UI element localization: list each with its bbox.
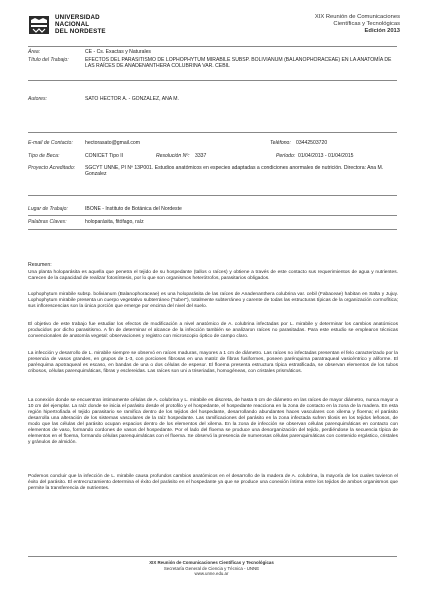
event-subtitle: Científicas y Tecnológicas <box>333 21 400 27</box>
resolution-label: Resolución Nº: <box>156 153 190 159</box>
summary-paragraph-3: El objetivo de este trabajo fue estudiar los efectos de modificación a nivel anatómico de A. colubrina infectadas por L. mirabile y determinar los cambios anatómicos producidos por dicho parasitismo. A fin de determinar el alcance de la infección también se analizaron raíces no parasitadas. Para este estudio se emplearon técnicas convencionales de anatomía vegetal: observaciones y registro con microscopio óptico de campo claro. <box>28 322 398 340</box>
title-label: Título del Trabajo: <box>28 57 69 63</box>
event-info <box>315 14 400 35</box>
project-row <box>28 165 397 179</box>
university-line-1: UNIVERSIDAD <box>55 14 100 21</box>
grant-type-value: CONICET Tipo II <box>85 153 124 159</box>
university-line-2: NACIONAL <box>55 21 90 28</box>
workplace-value: IBONE - Instituto de Botánica del Nordeste <box>85 206 182 212</box>
event-edition: Edición 2013 <box>364 28 400 34</box>
page-footer <box>0 560 423 577</box>
page-header <box>28 14 400 44</box>
footer-line-2: Secretaría General de Ciencia y Técnica - UNNE <box>163 565 260 571</box>
authors-divider <box>28 132 397 133</box>
email-label: E-mail de Contacto: <box>28 140 73 146</box>
summary-heading: Resumen: <box>28 262 52 268</box>
keywords-divider <box>28 229 397 230</box>
authors-value: SATO HECTOR A. - GONZALEZ, ANA M. <box>85 96 179 102</box>
resolution-value: 3337 <box>195 153 207 159</box>
project-divider <box>28 195 397 196</box>
footer-line-1: XIX Reunión de Comunicaciones Científicas y Tecnológicas <box>149 560 274 565</box>
keywords-value: holoparásita, fitófago, raíz <box>85 219 144 225</box>
workplace-divider <box>28 215 397 216</box>
university-logo <box>28 14 106 36</box>
footer-divider <box>28 556 397 557</box>
event-title: XIX Reunión de Comunicaciones <box>314 14 400 20</box>
title-divider <box>28 80 397 81</box>
summary-paragraph-6: Podemos concluir que la infección de L. mirabile causa profundos cambios anatómicos en el desarrollo de la madera de A. colubrina, la mayoría de los cuales tuvieron el éxito del parásito. El entrecruzamiento determina el éxito del parásito en el hospedante ya que se produce una conexión íntima entre los tejidos de ambos organismos que permite la transferencia de nutrientes. <box>28 474 398 492</box>
summary-paragraph-5: La conexión donde se encuentran intimamente células de A. colubrina y L. mirabile es discreta, de hasta 5 cm de diámetro en las raíces de mayor diámetro, nunca mayor a 10 cm del ejemplar. La raíz donde se inicia el parásito desde el protofilo y el hospedante, el hospedante reacciona en la zona de contacto en la zona de la madera. En esta región hipertrofiada el tejido parasitario se ramifica dentro de los tejidos del hospedante, desarrollando abundantes haces vasculares con xilema y floema; el parásito desarrolla una alteración de los sistemas vasculares de la raíz hospedante. Las ramificaciones del parásito en la zona infectada sufren tilosis en los tejidos leñosos, de modo que las células del parásito ocupan espacios dentro de los elementos del xilema. En la zona de infección se observan células parenquimáticas en contacto con elementos de vaso, formando cordones de vasos del hospedante. Por el lado del floema se produce una desorganización del tejido, perdiéndose la secuencia típica de elementos en el floema, formando células parenquimáticas con el floema. Se observó la presencia de numerosas células parenquimáticas con contenido ergástico, cristales y gránulos de almidón. <box>28 398 398 446</box>
area-label: Área: <box>28 49 41 55</box>
keywords-label: Palabras Claves: <box>28 219 67 225</box>
title-value: EFECTOS DEL PARASITISMO DE LOPHOPHYTUM MIRABILE SUBSP. BOLIVIANUM (BALANOPHORACEAE) EN LA ANATOMÍA DE LAS RAÍCES DE ANADENANTHERA COLUBRINA VAR. CEBIL <box>85 57 392 70</box>
phone-value: 03442503720 <box>296 140 328 146</box>
summary-paragraph-4: La infección y desarrollo de L. mirabile siempre se observó en raíces maduras, mayores a 1 cm de diámetro. Las raíces no infectadas presentan el felo caracterizado por la presencia de vasos grandes, en grupos de 1-3, con porciones fibrosas en una matriz de fibras fusiformes, poseen parénquima paratraqueal vasicéntrico y aliforme. El parénquima apotraqueal es escaso, en bandas de una o dos células de espesor. El floema presenta estructura típica estratificada, se observan elementos de los tubos cribosos, células parenquimáticas, fibras y esclereidas. Las raíces son uni a triseriadas, homogéneas, con cristales prismáticos. <box>28 351 398 375</box>
project-value: SGCYT UNNE, PI Nº 13P001. Estudios anatómicos en especies adaptadas a condiciones anormales de nutrición. Directora: Ana M. Gonzalez <box>85 165 384 178</box>
summary-paragraph-2: Lophophytum mirabile subsp. bolivianum (Balanophoraceae) es una holoparásita de las raíces de Anadenanthera colubrina var. cebil (Fabaceae) habitan en Salta y Jujuy. Lophophytum mirabile presenta un cuerpo vegetativo subterráneo ("tuber"), totalmente subterráneo y carente de todas las estructuras típicas de la organización cormofítica; sus inflorescencias son la única porción que emerge por encima del nivel del suelo. <box>28 292 398 310</box>
area-value: CE - Cs. Exactas y Naturales <box>85 49 151 55</box>
phone-label: Teléfono: <box>270 140 291 146</box>
grant-type-label: Tipo de Beca: <box>28 153 60 159</box>
email-value[interactable]: hectorasato@gmail.com <box>85 140 140 146</box>
authors-label: Autores: <box>28 96 47 102</box>
period-label: Período: <box>276 153 296 159</box>
period-value: 01/04/2013 - 01/04/2015 <box>298 153 354 159</box>
title-row <box>28 57 397 77</box>
summary-paragraph-1: Una planta holoparásita es aquella que penetra el tejido de su hospedante (tallos o raíces) y obtiene a través de este contacto sus requerimientos de agua y nutrientes. Carecen de la capacidad de realizar fotosíntesis, por lo que son organismos heterótrofos, parasitarios obligados. <box>28 270 398 282</box>
university-line-3: DEL NORDESTE <box>55 28 106 35</box>
project-label: Proyecto Acreditado: <box>28 165 76 171</box>
workplace-label: Lugar de Trabajo: <box>28 206 68 212</box>
university-emblem-icon <box>28 14 50 36</box>
footer-line-3[interactable]: www.unne.edu.ar <box>194 571 229 577</box>
header-divider <box>28 46 397 47</box>
university-name <box>55 14 106 35</box>
